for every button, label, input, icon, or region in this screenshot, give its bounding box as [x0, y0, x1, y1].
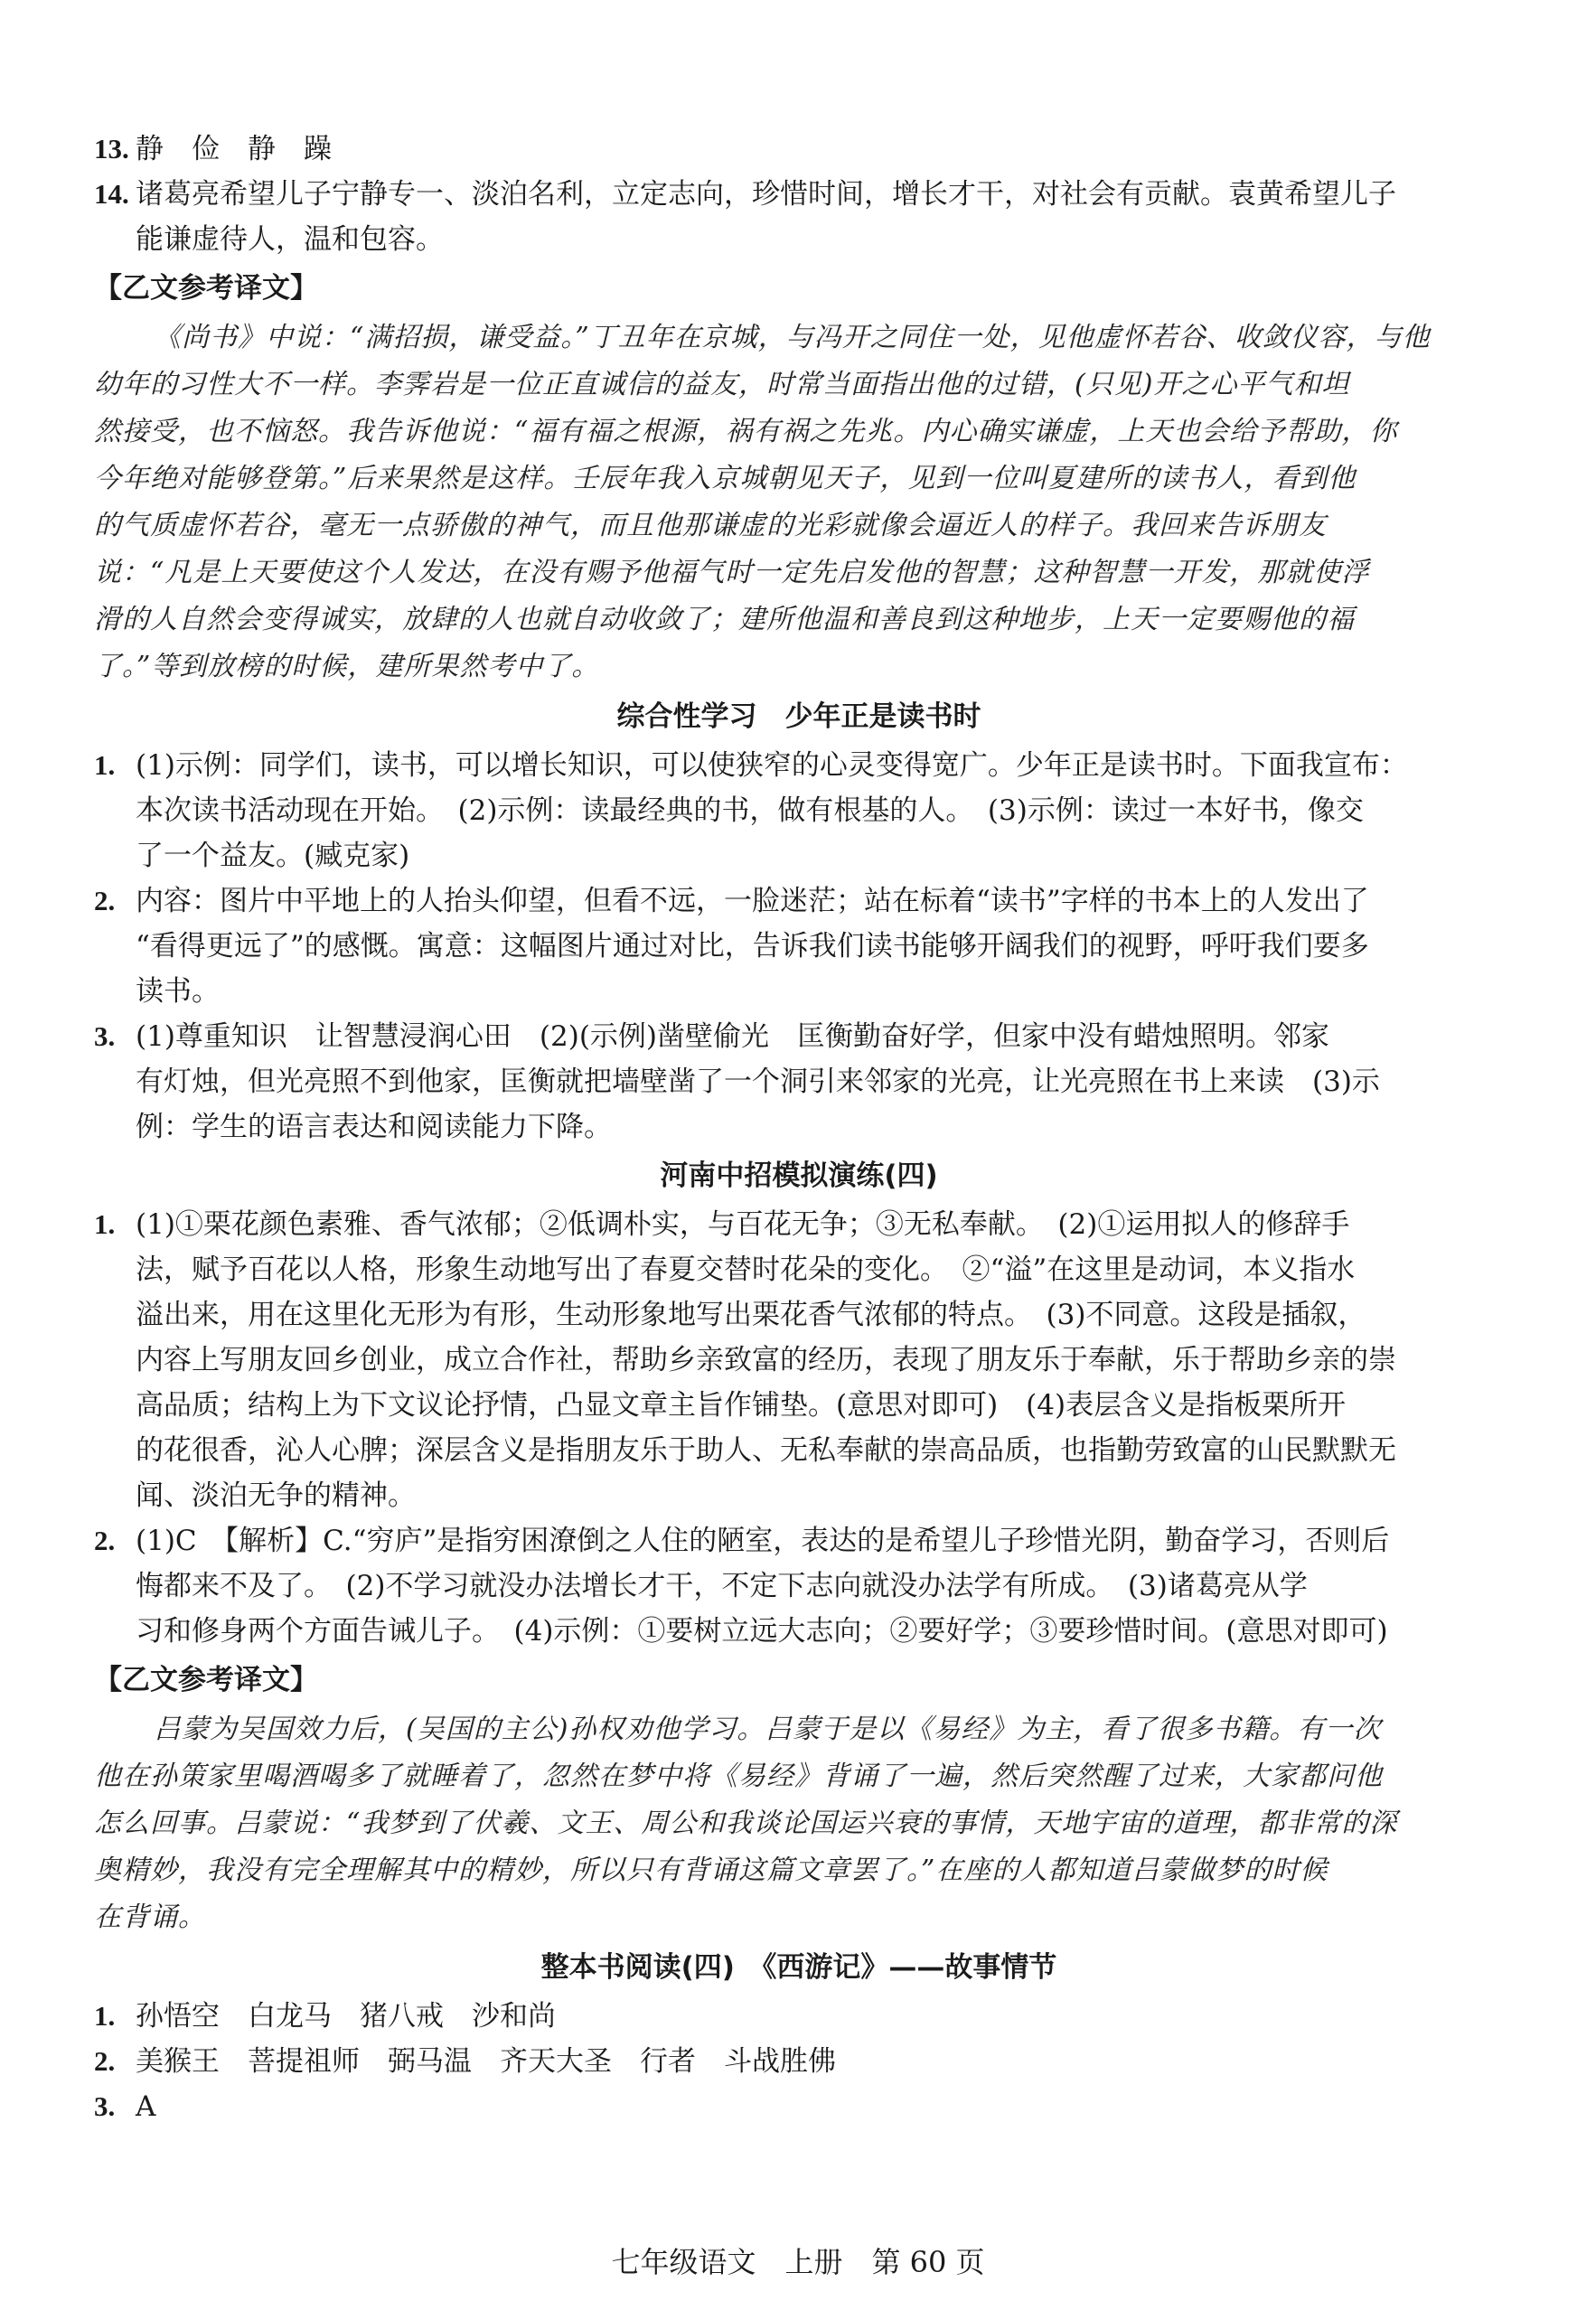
list-item: 1. 孙悟空 白龙马 猪八戒 沙和尚 [94, 2000, 556, 2033]
translation-block: 吕蒙为吴国效力后，(吴国的主公)孙权劝他学习。吕蒙于是以《易经》为主，看了很多书籍。有一次 他在孙策家里喝酒喝多了就睡着了，忽然在梦中将《易经》背诵了一遍，然后突然醒了过来，大家都问他 怎么回事。吕蒙说：“我梦到了伏羲、文王、周公和我谈论国运兴衰的事情，天地宇宙的道理，都非常的深 奥精妙，我没有完全理解其中的精妙，所以只有背诵这篇文章罢了。”在座的人都知道吕蒙做梦的时候 在背诵。 [94, 1714, 1398, 1933]
answer-14: 14. 诸葛亮希望儿子宁静专一、淡泊名利，立定志向，珍惜时间，增长才干，对社会有贡献。袁黄希望儿子 能谦虚待人，温和包容。 [94, 178, 1396, 256]
section-title: 河南中招模拟演练(四) [660, 1160, 938, 1192]
translation-header: 【乙文参考译文】 [94, 1664, 318, 1696]
answer-page [94, 127, 1504, 2129]
list-item: 1. (1)示例：同学们，读书，可以增长知识，可以使狭窄的心灵变得宽广。少年正是读书时。下面我宣布： 本次读书活动现在开始。 (2)示例：读最经典的书，做有根基的人。 (3)示例：读过一本好书，像交 了一个益友。(臧克家) [94, 749, 1408, 872]
list-item: 3. A [94, 2090, 156, 2123]
translation-header: 【乙文参考译文】 [94, 272, 318, 305]
list-item: 2. 内容：图片中平地上的人抬头仰望，但看不远，一脸迷茫；站在标着“读书”字样的书本上的人发出了 “看得更远了”的感慨。寓意：这幅图片通过对比，告诉我们读书能够开阔我们的视野，呼吁我们要多 读书。 [94, 885, 1369, 1008]
list-item: 2. 美猴王 菩提祖师 弼马温 齐天大圣 行者 斗战胜佛 [94, 2045, 836, 2078]
section-title: 综合性学习 少年正是读书时 [616, 700, 981, 733]
list-item: 3. (1)尊重知识 让智慧浸润心田 (2)(示例)凿壁偷光 匡衡勤奋好学，但家中没有蜡烛照明。邻家 有灯烛，但光亮照不到他家，匡衡就把墙壁凿了一个洞引来邻家的光亮，让光亮照在书上来读 (3)示 例：学生的语言表达和阅读能力下降。 [94, 1020, 1380, 1143]
answer-13: 13. 静 俭 静 躁 [94, 133, 332, 165]
section-title: 整本书阅读(四) 《西游记》——故事情节 [540, 1951, 1057, 1984]
list-item: 1. (1)①栗花颜色素雅、香气浓郁；②低调朴实，与百花无争；③无私奉献。 (2)①运用拟人的修辞手 法，赋予百花以人格，形象生动地写出了春夏交替时花朵的变化。 ②“溢”在这里是动词，本义指水 溢出来，用在这里化无形为有形，生动形象地写出栗花香气浓郁的特点。 (3)不同意。这段是插叙， 内容上写朋友回乡创业，成立合作社，帮助乡亲致富的经历，表现了朋友乐于奉献，乐于帮助乡亲的崇 高品质；结构上为下文议论抒情，凸显文章主旨作铺垫。(意思对即可) (4)表层含义是指板栗所开 的花很香，沁人心脾；深层含义是指朋友乐于助人、无私奉献的崇高品质，也指勤劳致富的山民默默无 闻、淡泊无争的精神。 [94, 1208, 1396, 1512]
page-footer: 七年级语文 上册 第 60 页 [611, 2245, 985, 2279]
translation-block: 《尚书》中说：“满招损，谦受益。”丁丑年在京城，与冯开之同住一处，见他虚怀若谷、收敛仪容，与他 幼年的习性大不一样。李霁岩是一位正直诚信的益友，时常当面指出他的过错，(只见)开之心平气和坦 然接受，也不恼怒。我告诉他说：“福有福之根源，祸有祸之先兆。内心确实谦虚，上天也会给予帮助，你 今年绝对能够登第。”后来果然是这样。壬辰年我入京城朝见天子，见到一位叫夏建所的读书人，看到他 的气质虚怀若谷，毫无一点骄傲的神气，而且他那谦虚的光彩就像会逼近人的样子。我回来告诉朋友 说：“凡是上天要使这个人发达，在没有赐予他福气时一定先启发他的智慧；这种智慧一开发，那就使浮 滑的人自然会变得诚实，放肆的人也就自动收敛了；建所他温和善良到这种地步，上天一定要赐他的福 了。”等到放榜的时候，建所果然考中了。 [94, 322, 1431, 682]
list-item: 2. (1)C 【解析】C.“穷庐”是指穷困潦倒之人住的陋室，表达的是希望儿子珍惜光阴，勤奋学习，否则后 悔都来不及了。 (2)不学习就没办法增长才干，不定下志向就没办法学有所成。 (3)诸葛亮从学 习和修身两个方面告诫儿子。 (4)示例：①要树立远大志向；②要好学；③要珍惜时间。(意思对即可) [94, 1525, 1390, 1648]
